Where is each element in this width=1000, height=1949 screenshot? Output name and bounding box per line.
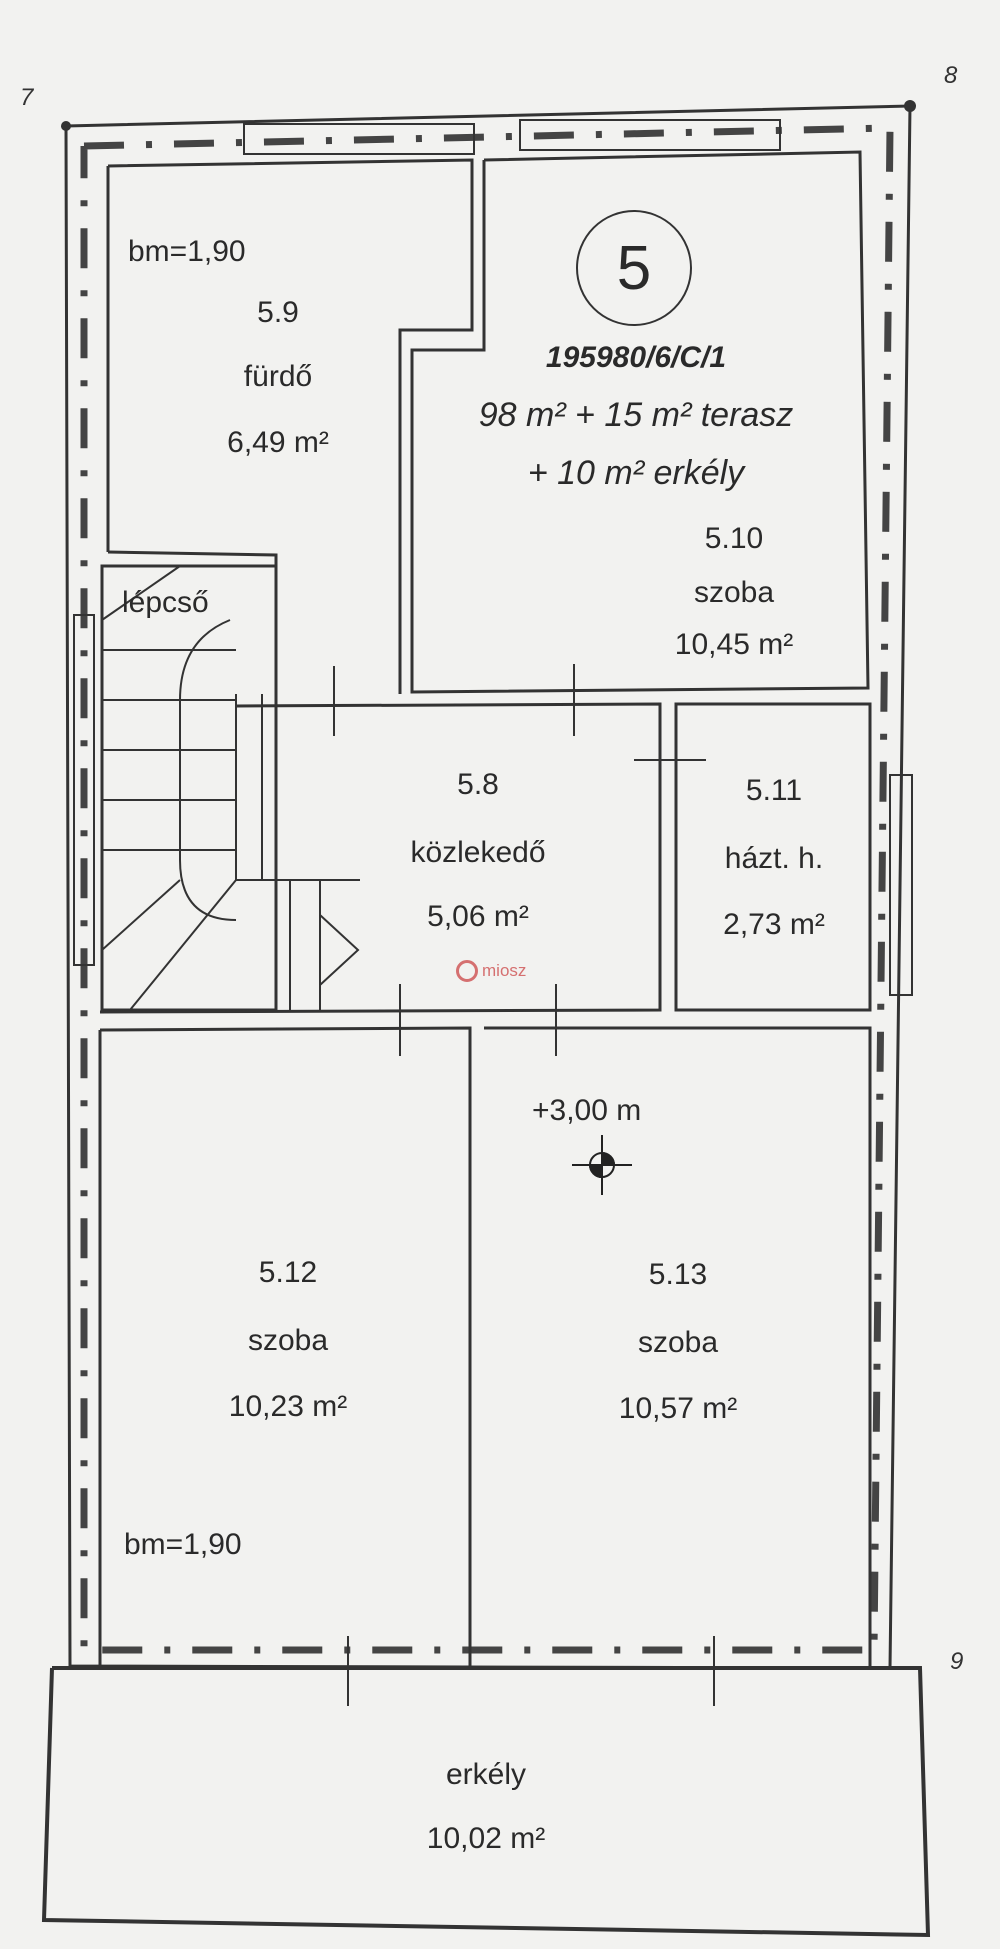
watermark-text: miosz	[482, 961, 527, 980]
room-5-13-name: szoba	[637, 1326, 719, 1359]
room-5-12-name: szoba	[247, 1324, 329, 1357]
level-mark-label: +3,00 m	[532, 1094, 642, 1127]
exterior-wall	[66, 106, 910, 1668]
door-marks	[334, 664, 714, 1706]
room-5-12-number: 5.12	[258, 1256, 318, 1289]
room-stair-name: lépcső	[122, 586, 209, 619]
facade-line	[84, 128, 890, 1650]
unit-area-line1: 98 m² + 15 m² terasz	[478, 396, 794, 434]
room-5-11-area: 2,73 m²	[723, 908, 825, 941]
room-5-10-number: 5.10	[704, 522, 764, 555]
corner-point-8	[904, 100, 916, 112]
watermark-logo	[456, 960, 526, 982]
unit-number-badge: 5	[576, 210, 692, 326]
room-5-10-name: szoba	[693, 576, 775, 609]
corner-label-9: 9	[950, 1648, 964, 1675]
room-5-10-area: 10,45 m²	[674, 628, 794, 661]
room-5-11-number: 5.11	[745, 774, 803, 807]
room-5-11-name: házt. h.	[724, 842, 824, 875]
room-5-8-name: közlekedő	[410, 836, 546, 869]
room-5-12-area: 10,23 m²	[228, 1390, 348, 1423]
room-5-9-note: bm=1,90	[128, 235, 246, 268]
room-5-9-area: 6,49 m²	[227, 426, 329, 459]
parcel-id: 195980/6/C/1	[545, 341, 727, 374]
corner-label-8: 8	[944, 62, 958, 89]
room-5-9-name: fürdő	[243, 360, 313, 393]
balcony-area: 10,02 m²	[426, 1822, 546, 1855]
room-5-8-area: 5,06 m²	[427, 900, 529, 933]
unit-area-line2: + 10 m² erkély	[527, 454, 745, 492]
balcony-name: erkély	[445, 1758, 527, 1791]
corner-label-7: 7	[20, 84, 34, 111]
room-5-12-note: bm=1,90	[124, 1528, 242, 1561]
balcony-outline	[44, 1668, 928, 1935]
staircase	[102, 566, 360, 1010]
corner-point-7	[61, 121, 71, 131]
watermark-icon	[456, 960, 478, 982]
room-5-13-area: 10,57 m²	[618, 1392, 738, 1425]
level-mark-symbol	[572, 1135, 632, 1195]
room-5-9-number: 5.9	[257, 296, 299, 329]
room-5-8-number: 5.8	[457, 768, 499, 801]
room-5-13-number: 5.13	[648, 1258, 708, 1291]
